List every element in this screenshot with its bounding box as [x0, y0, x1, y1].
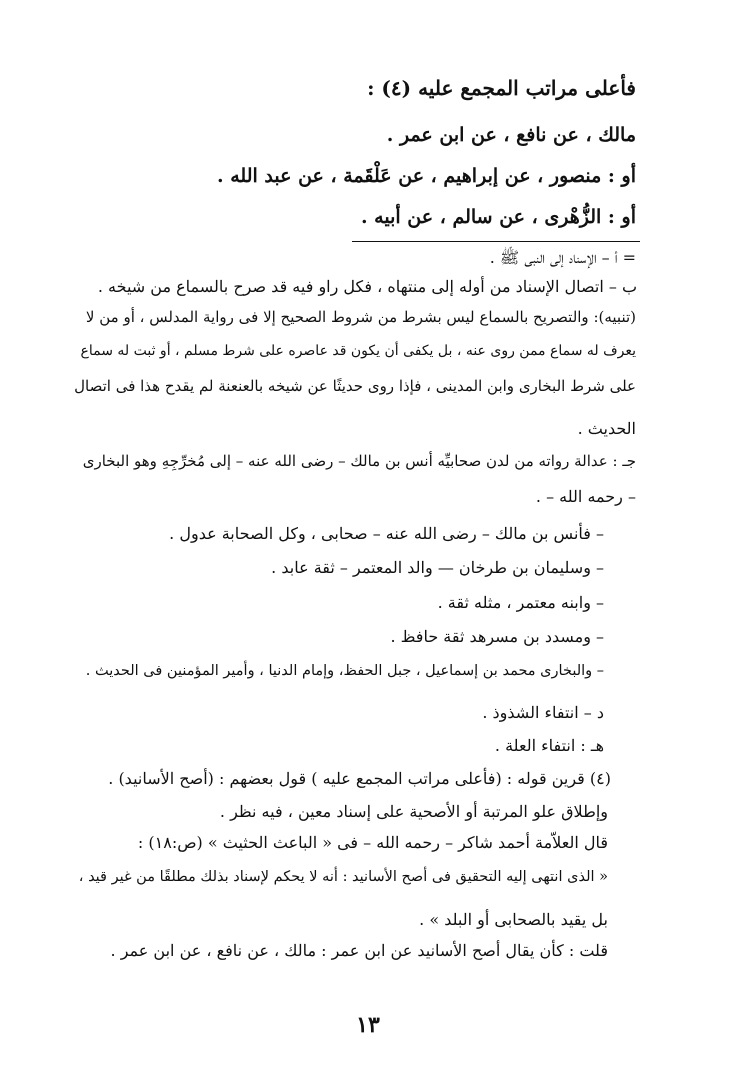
note-line: ب – اتصال الإسناد من أوله إلى منتهاه ، فكل راو فيه قد صرح بالسماع من شيخه . [97, 277, 637, 296]
note-line: (تنبيه): والتصريح بالسماع ليس بشرط من شروط الصحيح إلا فى رواية المدلس ، أو من لا [85, 308, 636, 326]
isnad-chain-2: أو : منصور ، عن إبراهيم ، عن عَلْقَمة ، عن عبد الله . [217, 165, 636, 187]
note-line: = أ – الإسناد إلى النبى ﷺ . [489, 248, 636, 267]
note-line: د – انتفاء الشذوذ . [482, 703, 604, 722]
footnote-line: (٤) قرين قوله : (فأعلى مراتب المجمع عليه ) قول بعضهم : (أصح الأسانيد) . [108, 769, 611, 788]
note-line: الحديث . [577, 419, 636, 438]
page-number: ١٣ [356, 1012, 380, 1038]
note-line: – ومسدد بن مسرهد ثقة حافظ . [390, 627, 604, 646]
note-line: – رحمه الله – . [535, 487, 636, 506]
isnad-chain-1: مالك ، عن نافع ، عن ابن عمر . [386, 124, 636, 146]
section-heading: فأعلى مراتب المجمع عليه (٤) : [367, 76, 636, 100]
footnote-line: قال العلاّمة أحمد شاكر – رحمه الله – فى « الباعث الحثيث » (ص:١٨) : [137, 833, 608, 852]
note-line: – والبخارى محمد بن إسماعيل ، جبل الحفظ، وإمام الدنيا ، وأمير المؤمنين فى الحديث . [85, 663, 604, 679]
isnad-chain-3: أو : الزُّهْرى ، عن سالم ، عن أبيه . [360, 206, 636, 228]
note-line: يعرف له سماع ممن روى عنه ، بل يكفى أن يكون قد عاصره على شرط مسلم ، أو ثبت له سماع [80, 343, 636, 359]
footnote-line: قلت : كأن يقال أصح الأسانيد عن ابن عمر : مالك ، عن نافع ، عن ابن عمر . [110, 941, 608, 960]
note-line: على شرط البخارى وابن المدينى ، فإذا روى حديثًا عن شيخه بالعنعنة لم يقدح هذا فى اتصال [74, 377, 636, 395]
note-line: – وسليمان بن طرخان — والد المعتمر – ثقة عابد . [271, 558, 604, 577]
note-line: هـ : انتفاء العلة . [494, 736, 604, 755]
footnote-line: « الذى انتهى إليه التحقيق فى أصح الأسانيد : أنه لا يحكم لإسناد بذلك مطلقًا من غير قيد ، [78, 869, 608, 885]
footnote-line: بل يقيد بالصحابى أو البلد » . [419, 910, 608, 929]
footnote-line: وإطلاق علو المرتبة أو الأصحية على إسناد معين ، فيه نظر . [219, 802, 608, 821]
note-line: – وابنه معتمر ، مثله ثقة . [437, 593, 604, 612]
note-line: جـ : عدالة رواته من لدن صحابيِّه أنس بن مالك – رضى الله عنه – إلى مُخرِّجِهِ وهو البخارى [82, 452, 636, 470]
note-line: – فأنس بن مالك – رضى الله عنه – صحابى ، وكل الصحابة عدول . [169, 524, 604, 543]
footnote-separator [352, 241, 640, 242]
